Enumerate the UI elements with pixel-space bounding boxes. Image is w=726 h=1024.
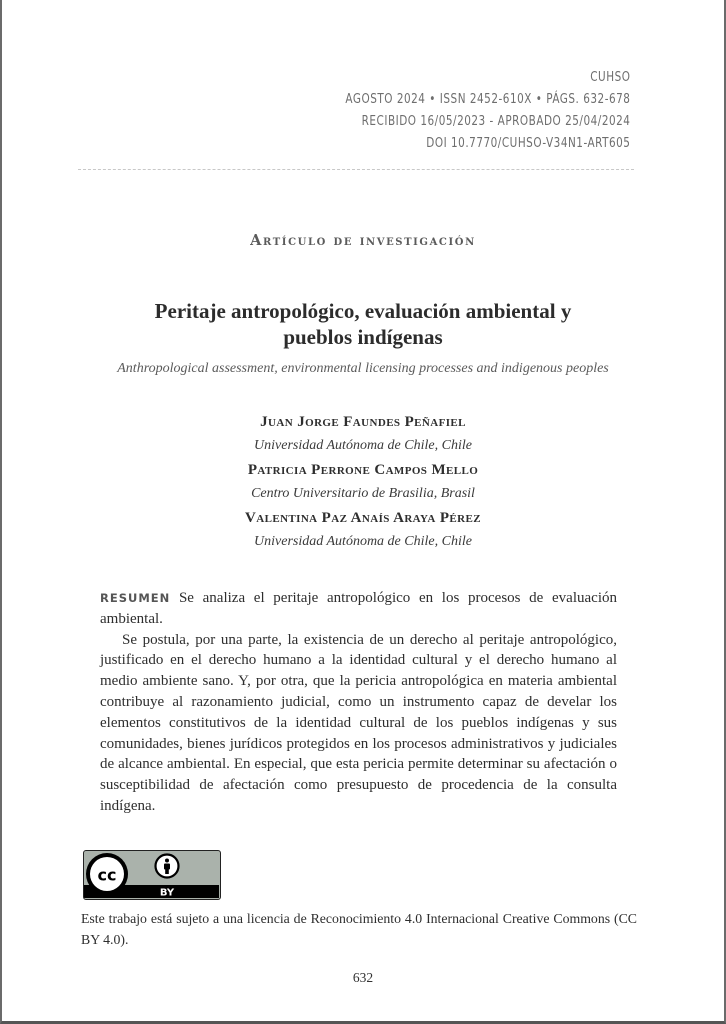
abstract (100, 588, 617, 817)
cc-icon (86, 853, 128, 895)
page-number: 632 (352, 970, 374, 985)
by-label: BY (159, 887, 175, 898)
attribution-person-icon (156, 855, 179, 878)
english-title: Anthropological assessment, environmental licensing processes and indigenous peoples (117, 361, 609, 376)
issue-info: AGOSTO 2024 • ISSN 2452-610X • PÁGS. 632-678 (344, 91, 630, 107)
title-line-1: Peritaje antropológico, evaluación ambiental y (154, 299, 572, 323)
author-name: Valentina Paz Anaís Araya Pérez (245, 510, 481, 526)
cc-icon-label: cc (97, 865, 117, 885)
author-affiliation: Centro Universitario de Brasilia, Brasil (251, 486, 475, 501)
journal-name: CUHSO (589, 69, 630, 85)
section-label: Artículo de investigación (250, 232, 476, 249)
abstract-text-1: Se analiza el peritaje antropológico en los procesos de evaluación ambiental. (100, 590, 617, 627)
article-title (2, 298, 724, 350)
cc-by-badge-graphic (84, 851, 219, 898)
author-name: Patricia Perrone Campos Mello (247, 462, 479, 478)
cc-by-license-badge[interactable] (83, 850, 221, 900)
author-affiliation: Universidad Autónoma de Chile, Chile (254, 438, 472, 453)
doi[interactable]: DOI 10.7770/CUHSO-V34N1-ART605 (425, 135, 630, 151)
abstract-label: RESUMEN (100, 591, 171, 605)
author-affiliation: Universidad Autónoma de Chile, Chile (254, 534, 472, 549)
author-name: Juan Jorge Faundes Peñafiel (260, 414, 466, 430)
abstract-paragraph-2: Se postula, por una parte, la existencia de un derecho al peritaje antropológico, justificado en el derecho humano a la identidad cultural y el derecho humano al medio ambiente sano. Y, por otra, que la pericia antropológica en materia ambiental contribuye al razonamiento judicial, como un instrumento capaz de develar los elementos constitutivos de la identidad cultural de los pueblos indígenas y sus comunidades, bienes jurídicos protegidos en los procesos administrativos y judiciales de alcance ambiental. En especial, que esta pericia permite determinar su afectación o susceptibilidad de afectación como presupuesto de procedencia de la consulta indígena. (100, 631, 617, 814)
author-list (2, 410, 724, 554)
received-approved-dates: RECIBIDO 16/05/2023 - APROBADO 25/04/2024 (361, 113, 630, 129)
abstract-paragraph-1 (100, 588, 617, 630)
journal-header (345, 66, 630, 154)
license-statement: Este trabajo está sujeto a una licencia de Reconocimiento 4.0 Internacional Creative Commons (CC BY 4.0). (81, 911, 637, 947)
title-line-2: pueblos indígenas (283, 325, 443, 349)
header-divider (78, 169, 634, 170)
